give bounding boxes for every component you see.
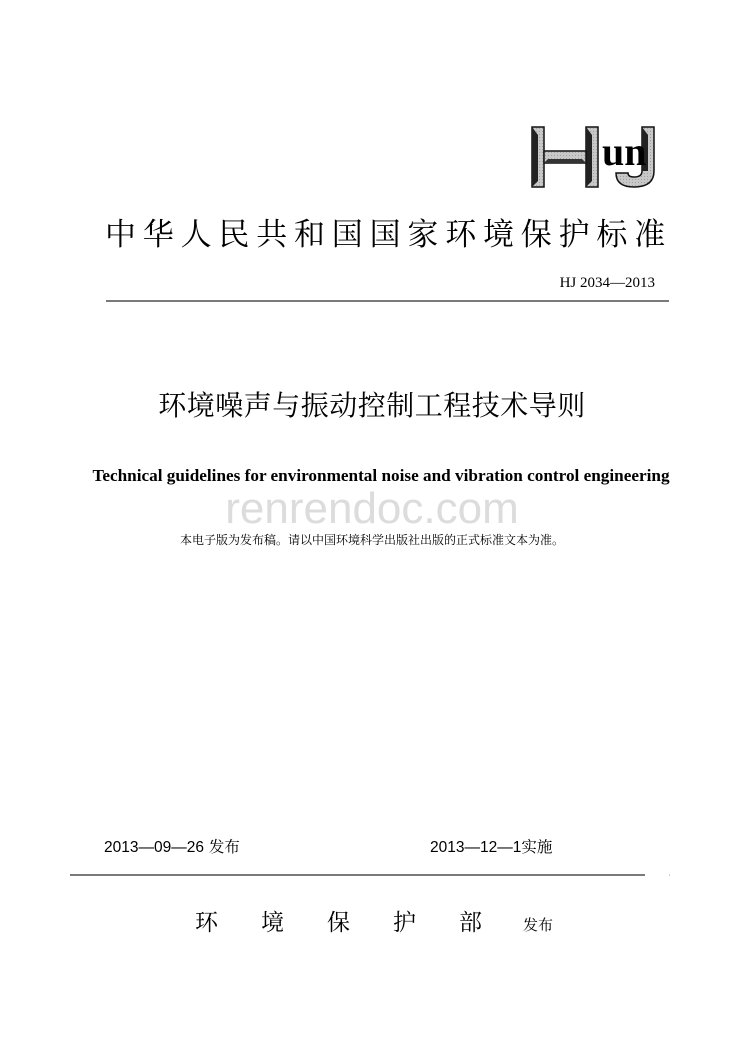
hj-standard-logo-icon (530, 125, 660, 190)
publisher-char: 环 (195, 910, 218, 936)
divider-artifact (669, 874, 670, 876)
implementation-date-value: 2013—12—1 (430, 839, 522, 856)
hj-logo (530, 125, 660, 190)
watermark: renrendoc.com (225, 484, 519, 533)
issue-date-label: 发布 (208, 838, 240, 856)
issue-date-value: 2013—09—26 (104, 839, 204, 856)
implementation-date-label: 实施 (521, 838, 553, 856)
implementation-date (430, 835, 552, 857)
publisher-char: 保 (327, 910, 350, 936)
publisher-char: 护 (393, 910, 416, 936)
document-title-english: Technical guidelines for environmental noise and vibration control engineering (92, 466, 670, 485)
publisher-suffix: 发布 (523, 916, 554, 934)
standard-code: HJ 2034—2013 (559, 275, 655, 291)
issue-date (104, 835, 240, 857)
publisher-char: 境 (261, 910, 284, 936)
publisher-char: 部 (459, 910, 482, 936)
bottom-divider (70, 874, 645, 876)
document-title-chinese: 环境噪声与振动控制工程技术导则 (158, 389, 586, 422)
svg-text:un: un (602, 129, 647, 174)
top-divider (106, 300, 669, 302)
standard-category: 中华人民共和国国家环境保护标准 (105, 217, 672, 253)
edition-note: 本电子版为发布稿。请以中国环境科学出版社出版的正式标准文本为准。 (179, 533, 564, 547)
publisher (195, 904, 553, 937)
